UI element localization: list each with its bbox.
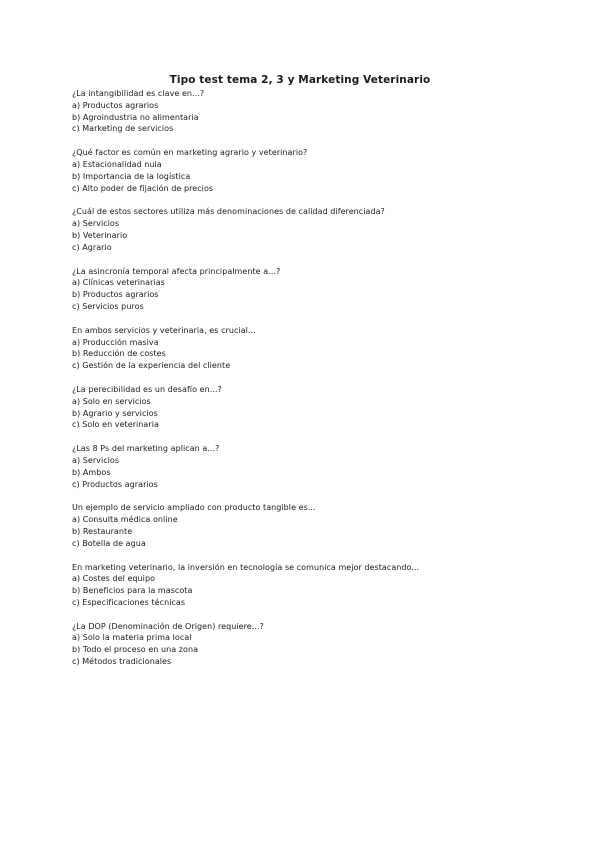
question-block — [72, 325, 542, 372]
question-text: ¿La perecibilidad es un desafío en...? — [72, 384, 222, 394]
question-block — [72, 266, 542, 313]
question-text: ¿La asincronía temporal afecta principalmente a...? — [72, 266, 281, 276]
question-text: ¿La DOP (Denominación de Origen) requiere...? — [72, 621, 264, 631]
option-b: b) Restaurante — [72, 526, 133, 536]
question-block — [72, 443, 542, 490]
question-list — [72, 88, 542, 680]
option-c: c) Servicios puros — [72, 301, 144, 311]
question-text: En ambos servicios y veterinaria, es crucial... — [72, 325, 256, 335]
option-c: c) Productos agrarios — [72, 479, 158, 489]
option-a: a) Productos agrarios — [72, 100, 159, 110]
option-b: b) Reducción de costes — [72, 349, 166, 359]
option-a: a) Estacionalidad nula — [72, 159, 162, 169]
option-a: a) Solo la materia prima local — [72, 633, 192, 643]
option-b: b) Importancia de la logística — [72, 171, 191, 181]
document-title: Tipo test tema 2, 3 y Marketing Veterinario — [169, 74, 431, 86]
question-block — [72, 384, 542, 431]
option-b: b) Beneficios para la mascota — [72, 586, 193, 596]
question-block — [72, 562, 542, 609]
question-block — [72, 502, 542, 549]
option-a: a) Servicios — [72, 219, 120, 229]
option-c: c) Botella de agua — [72, 538, 146, 548]
question-block — [72, 88, 542, 135]
option-b: b) Veterinario — [72, 230, 128, 240]
option-a: a) Consulta médica online — [72, 515, 178, 525]
option-a: a) Solo en servicios — [72, 396, 151, 406]
question-text: ¿Qué factor es común en marketing agrario y veterinario? — [72, 148, 308, 158]
option-c: c) Métodos tradicionales — [72, 657, 172, 667]
question-text: Un ejemplo de servicio ampliado con producto tangible es... — [72, 503, 316, 513]
option-c: c) Especificaciones técnicas — [72, 597, 186, 607]
question-block — [72, 621, 542, 668]
option-c: c) Marketing de servicios — [72, 124, 174, 134]
option-c: c) Alto poder de fijación de precios — [72, 183, 214, 193]
option-b: b) Agrario y servicios — [72, 408, 158, 418]
option-b: b) Productos agrarios — [72, 290, 159, 300]
question-text: ¿Las 8 Ps del marketing aplican a...? — [72, 444, 220, 454]
question-text: En marketing veterinario, la inversión en tecnología se comunica mejor destacando... — [72, 562, 420, 572]
option-a: a) Producción masiva — [72, 337, 159, 347]
question-block — [72, 147, 542, 194]
option-a: a) Clínicas veterinarias — [72, 278, 165, 288]
option-b: b) Todo el proceso en una zona — [72, 645, 199, 655]
question-text: ¿Cuál de estos sectores utiliza más denominaciones de calidad diferenciada? — [72, 207, 385, 217]
option-c: c) Gestión de la experiencia del cliente — [72, 361, 231, 371]
option-c: c) Solo en veterinaria — [72, 420, 159, 430]
option-b: b) Agroindustria no alimentaria — [72, 112, 199, 122]
option-a: a) Costes del equipo — [72, 574, 156, 584]
option-a: a) Servicios — [72, 455, 120, 465]
option-b: b) Ambos — [72, 467, 111, 477]
question-block — [72, 206, 542, 253]
option-c: c) Agrario — [72, 242, 112, 252]
question-text: ¿La intangibilidad es clave en...? — [72, 89, 205, 98]
